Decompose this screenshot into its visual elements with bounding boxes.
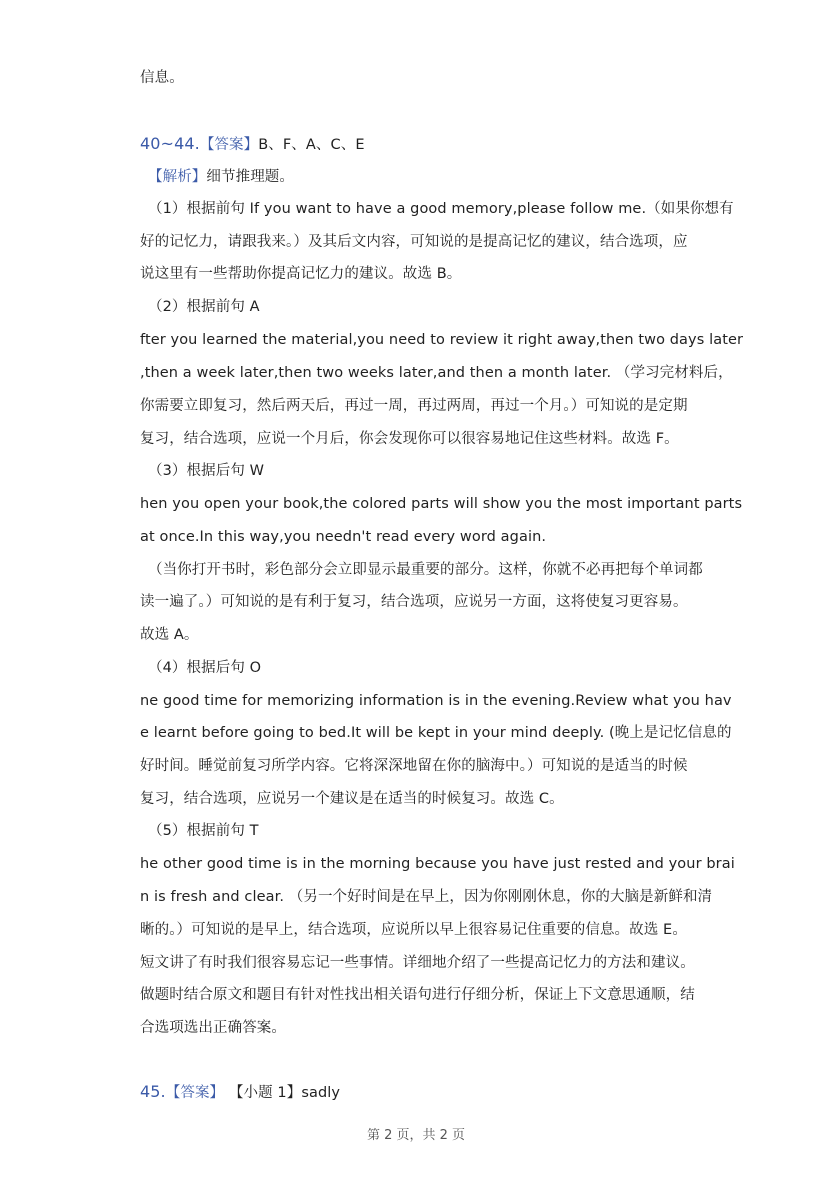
analysis-line: 故选 A。 bbox=[140, 627, 199, 643]
analysis-line: 合选项选出正确答案。 bbox=[140, 1020, 286, 1036]
analysis-line: ,then a week later,then two weeks later,and then a month later. （学习完材料后， bbox=[140, 365, 733, 381]
continued-text: 信息。 bbox=[140, 70, 184, 86]
analysis-line: 晰的。）可知说的是早上，结合选项，应说所以早上很容易记住重要的信息。故选 E。 bbox=[140, 922, 687, 938]
analysis-line: 好的记忆力，请跟我来。）及其后文内容，可知说的是提高记忆的建议，结合选项，应 bbox=[140, 234, 688, 250]
analysis-line: 做题时结合原文和题目有针对性找出相关语句进行仔细分析，保证上下文意思通顺，结 bbox=[140, 987, 695, 1003]
analysis-line: 读一遍了。）可知说的是有利于复习，结合选项，应说另一方面，这将使复习更容易。 bbox=[140, 594, 688, 610]
analysis-line: hen you open your book,the colored parts will show you the most important parts bbox=[140, 496, 743, 512]
analysis-line: （2）根据前句 A bbox=[148, 299, 260, 315]
sub-question-tag: 【小题 1】 bbox=[228, 1085, 302, 1101]
question-45-header bbox=[140, 1082, 340, 1103]
analysis-tag: 【解析】 bbox=[148, 169, 207, 185]
analysis-line: e learnt before going to bed.It will be kept in your mind deeply. (晚上是记忆信息的 bbox=[140, 725, 732, 741]
analysis-header bbox=[148, 167, 294, 187]
page-footer: 第 2 页，共 2 页 bbox=[366, 1128, 466, 1143]
answer-tag: 【答案】 bbox=[199, 137, 259, 153]
question-number: 40~44. bbox=[140, 134, 200, 153]
analysis-line: 短文讲了有时我们很容易忘记一些事情。详细地介绍了一些提高记忆力的方法和建议。 bbox=[140, 955, 695, 971]
analysis-type: 细节推理题。 bbox=[206, 169, 295, 185]
analysis-line: n is fresh and clear. （另一个好时间是在早上，因为你刚刚休息，你的大脑是新鲜和清 bbox=[140, 889, 713, 905]
answer-tag: 【答案】 bbox=[165, 1085, 225, 1101]
analysis-line: （当你打开书时，彩色部分会立即显示最重要的部分。这样，你就不必再把每个单词都 bbox=[148, 562, 703, 578]
analysis-line: ne good time for memorizing information is in the evening.Review what you hav bbox=[140, 693, 732, 709]
analysis-line: （1）根据前句 If you want to have a good memory,please follow me.（如果你想有 bbox=[148, 201, 734, 217]
analysis-line: he other good time is in the morning because you have just rested and your brai bbox=[140, 856, 735, 872]
analysis-line: （3）根据后句 W bbox=[148, 463, 265, 479]
analysis-line: （5）根据前句 T bbox=[148, 823, 259, 839]
analysis-line: 复习，结合选项，应说一个月后，你会发现你可以很容易地记住这些材料。故选 F。 bbox=[140, 431, 679, 447]
question-40-44-header bbox=[140, 134, 365, 155]
analysis-line: 好时间。睡觉前复习所学内容。它将深深地留在你的脑海中。）可知说的是适当的时候 bbox=[140, 758, 688, 774]
question-number: 45. bbox=[140, 1082, 166, 1101]
answer-value: sadly bbox=[301, 1085, 341, 1101]
analysis-line: fter you learned the material,you need to review it right away,then two days later bbox=[140, 332, 744, 348]
analysis-line: at once.In this way,you needn't read every word again. bbox=[140, 529, 547, 545]
analysis-line: 说这里有一些帮助你提高记忆力的建议。故选 B。 bbox=[140, 266, 462, 282]
analysis-line: （4）根据后句 O bbox=[148, 660, 262, 676]
analysis-line: 复习，结合选项，应说另一个建议是在适当的时候复习。故选 C。 bbox=[140, 791, 564, 807]
analysis-line: 你需要立即复习，然后两天后，再过一周，再过两周，再过一个月。）可知说的是定期 bbox=[140, 398, 688, 414]
answer-value: B、F、A、C、E bbox=[258, 137, 365, 153]
